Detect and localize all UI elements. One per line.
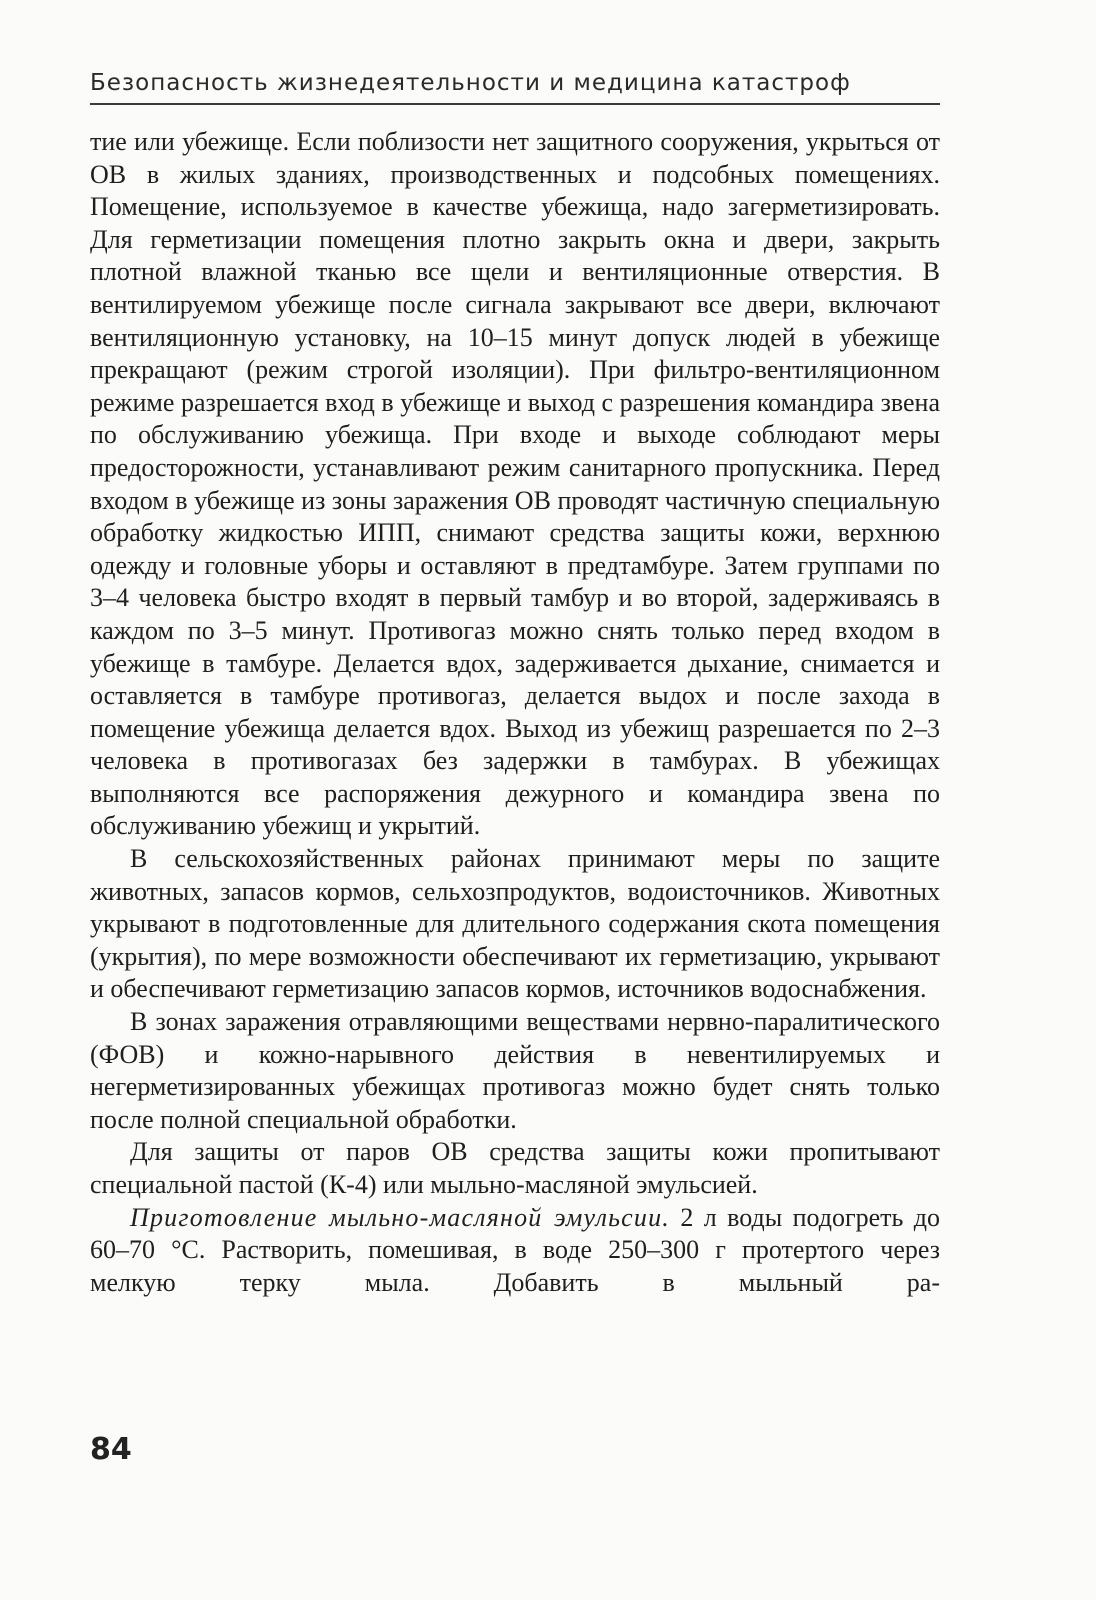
paragraph: тие или убежище. Если поблизости нет защитного сооружения, укрыться от ОВ в жилых зданиях, производственных и подсобных помещениях. Помещение, используемое в качестве убежища, надо загерметизировать. Для герметизации помещения плотно закрыть окна и двери, закрыть плотной влажной тканью все щели и вентиляционные отверстия. В вентилируемом убежище после сигнала закрывают все двери, включают вентиляционную установку, на 10–15 минут допуск людей в убежище прекращают (режим строгой изоляции). При фильтро-вентиляционном режиме разрешается вход в убежище и выход с разрешения командира звена по обслуживанию убежища. При входе и выходе соблюдают меры предосторожности, устанавливают режим санитарного пропускника. Перед входом в убежище из зоны заражения ОВ проводят частичную специальную обработку жидкостью ИПП, снимают средства защиты кожи, верхнюю одежду и головные уборы и оставляют в предтамбуре. Затем группами по 3–4 человека быстро входят в первый тамбур и во второй, задерживаясь в каждом по 3–5 минут. Противогаз можно снять только перед входом в убежище в тамбуре. Делается вдох, задерживается дыхание, снимается и оставляется в тамбуре противогаз, делается выдох и после захода в помещение убежища делается вдох. Выход из убежищ разрешается по 2–3 человека в противогазах без задержки в тамбурах. В убежищах выполняются все распоряжения дежурного и командира звена по обслуживанию убежищ и укрытий.	[90, 127, 940, 841]
recipe-text: 2 л воды подогреть до 60–70 °С. Растворить, помешивая, в воде 250–300 г протертого через мелкую терку мыла. Добавить в мыльный ра-	[90, 1202, 941, 1297]
recipe-paragraph	[90, 1202, 940, 1300]
running-title: Безопасность жизнедеятельности и медицина катастроф	[90, 70, 851, 96]
paragraph: Для защиты от паров ОВ средства защиты кожи пропитывают специальной пастой (К-4) или мыльно-масляной эмульсией.	[90, 1137, 940, 1199]
paragraph: В сельскохозяйственных районах принимают меры по защите животных, запасов кормов, сельхозпродуктов, водоисточников. Животных укрывают в подготовленные для длительного содержания скота помещения (укрытия), по мере возможности обеспечивают их герметизацию, укрывают и обеспечивают герметизацию запасов кормов, источников водоснабжения.	[90, 844, 940, 1004]
paragraph: В зонах заражения отравляющими веществами нервно-паралитического (ФОВ) и кожно-нарывного действия в невентилируемых и негерметизированных убежищах противогаз можно будет снять только после полной специальной обработки.	[90, 1007, 940, 1134]
page-number: 84	[90, 1432, 132, 1467]
main-text	[90, 126, 940, 1299]
header-rule	[90, 103, 940, 105]
recipe-heading: Приготовление мыльно-масляной эмульсии.	[130, 1202, 671, 1232]
